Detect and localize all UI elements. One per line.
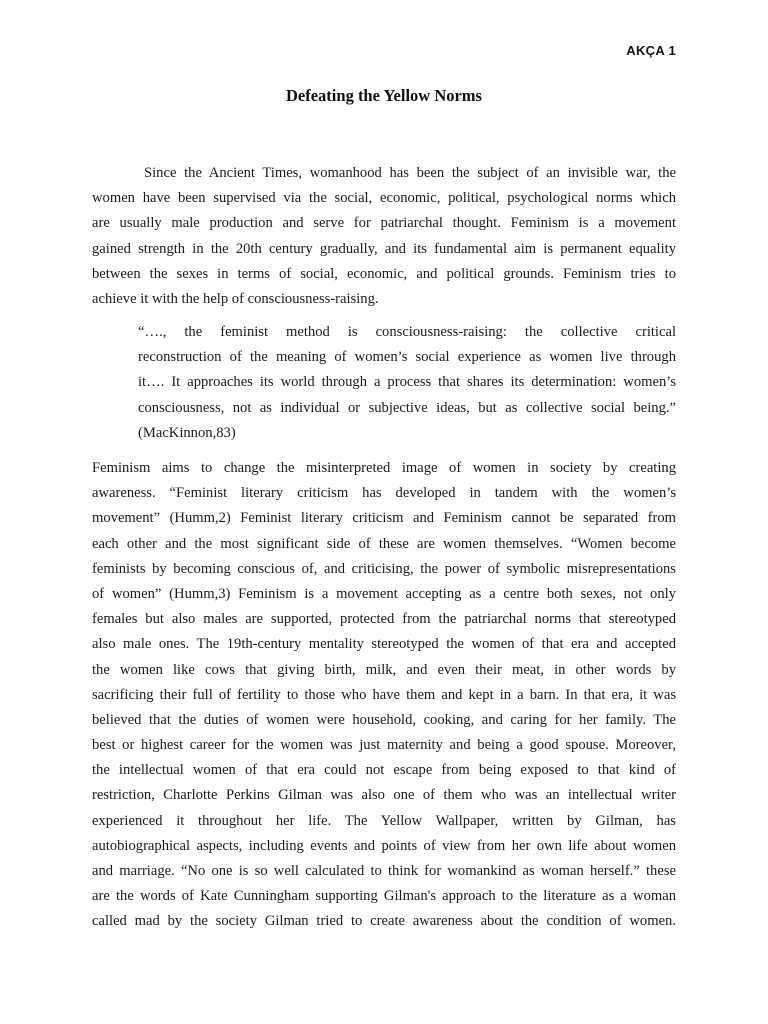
text-line: women have been supervised via the social, economic, political, psychological norms which	[92, 190, 676, 207]
paragraph-feminism-awareness	[92, 456, 676, 935]
text-line: between the sexes in terms of social, economic, and political grounds. Feminism tries to	[92, 265, 676, 282]
text-line: restriction, Charlotte Perkins Gilman was also one of them who was an intellectual writer	[92, 787, 676, 804]
text-line: believed that the duties of women were household, cooking, and caring for her family. The	[92, 711, 676, 728]
text-line: awareness. “Feminist literary criticism has developed in tandem with the women’s	[92, 485, 676, 502]
running-header-page-number: AKÇA 1	[626, 43, 676, 58]
text-line: the intellectual women of that era could not escape from being exposed to that kind of	[92, 762, 676, 779]
text-line: each other and the most significant side of these are women themselves. “Women become	[92, 535, 676, 552]
text-line: autobiographical aspects, including events and points of view from her own life about women	[92, 837, 676, 854]
text-line: also male ones. The 19th-century mentality stereotyped the women of that era and accepted	[92, 636, 676, 653]
quote-citation: (MacKinnon,83)	[138, 424, 236, 441]
quote-line: it…. It approaches its world through a process that shares its determination: women’s	[138, 374, 676, 391]
text-line: achieve it with the help of consciousness-raising.	[92, 290, 379, 307]
block-quote-mackinnon	[138, 320, 676, 446]
text-line: feminists by becoming conscious of, and criticising, the power of symbolic misrepresentations	[92, 560, 676, 577]
text-line: movement” (Humm,2) Feminist literary criticism and Feminism cannot be separated from	[92, 510, 676, 527]
text-line: experienced it throughout her life. The Yellow Wallpaper, written by Gilman, has	[92, 812, 676, 829]
text-line: of women” (Humm,3) Feminism is a movement accepting as a centre both sexes, not only	[92, 585, 676, 602]
text-line: best or highest career for the women was just maternity and being a good spouse. Moreover,	[92, 737, 676, 754]
quote-line: reconstruction of the meaning of women’s social experience as women live through	[138, 349, 676, 366]
text-line: are usually male production and serve for patriarchal thought. Feminism is a movement	[92, 215, 676, 232]
text-line: gained strength in the 20th century gradually, and its fundamental aim is permanent equality	[92, 240, 676, 257]
text-line: Feminism aims to change the misinterpreted image of women in society by creating	[92, 460, 676, 476]
text-line: sacrificing their full of fertility to those who have them and kept in a barn. In that era, it was	[92, 686, 676, 703]
paragraph-introduction	[92, 161, 676, 312]
document-title: Defeating the Yellow Norms	[286, 86, 482, 105]
quote-line: “…., the feminist method is consciousness-raising: the collective critical	[138, 324, 676, 340]
quote-line: consciousness, not as individual or subjective ideas, but as collective social being.”	[138, 399, 676, 416]
text-line: Since the Ancient Times, womanhood has been the subject of an invisible war, the	[144, 165, 676, 181]
text-line: and marriage. “No one is so well calculated to think for womankind as woman herself.” these	[92, 863, 676, 879]
text-line: called mad by the society Gilman tried to create awareness about the condition of women.	[92, 913, 676, 930]
text-line: the women like cows that giving birth, milk, and even their meat, in other words by	[92, 661, 676, 678]
text-line: are the words of Kate Cunningham supporting Gilman's approach to the literature as a woman	[92, 888, 676, 905]
text-line: females but also males are supported, protected from the patriarchal norms that stereotyped	[92, 611, 676, 628]
